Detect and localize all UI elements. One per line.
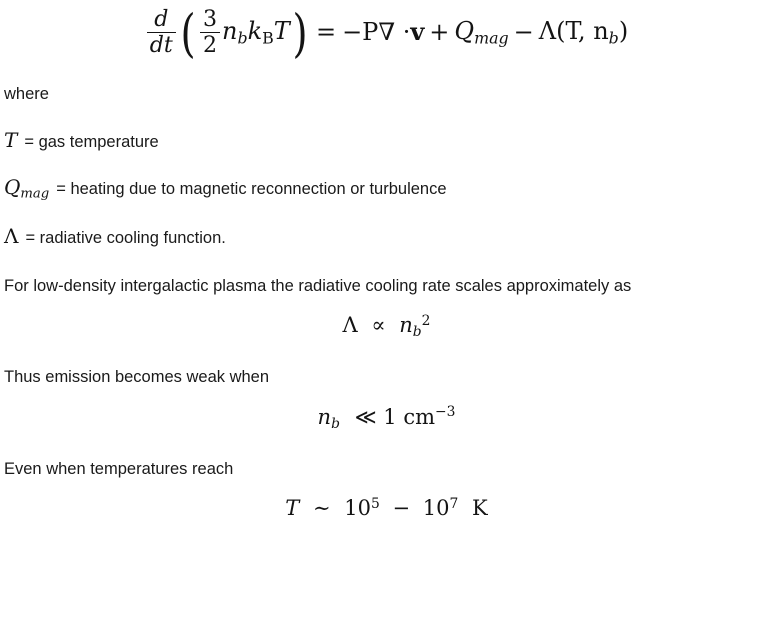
temp-exponent-1: 5	[370, 495, 380, 512]
Q-subscript: mag	[474, 28, 509, 48]
k-subscript: B	[262, 28, 274, 48]
Q-symbol: Q	[454, 17, 475, 46]
derivative-denominator: dt	[147, 32, 176, 57]
derivative-numerator: d	[154, 7, 169, 32]
scaling-n-symbol: n	[399, 313, 413, 338]
definition-T-text: = gas temperature	[24, 132, 159, 151]
definition-Lambda-symbol: Λ	[4, 223, 19, 248]
definition-Q-text: = heating due to magnetic reconnection or turbulence	[56, 179, 447, 198]
k-symbol: k	[247, 17, 263, 46]
T-symbol: T	[273, 17, 290, 46]
density-n-symbol: n	[317, 404, 332, 429]
paragraph-cooling-scaling: For low-density intergalactic plasma the radiative cooling rate scales approximately as	[4, 276, 632, 295]
three-halves-numerator: 3	[202, 7, 217, 32]
three-halves-denominator: 2	[200, 32, 220, 57]
plus-sign: +	[429, 18, 450, 47]
density-symbol-group	[317, 404, 340, 432]
temp-lower-bound	[344, 496, 380, 520]
density-n-subscript: b	[331, 415, 340, 432]
temp-base-2: 10	[422, 495, 450, 520]
scaling-density	[399, 313, 431, 341]
paragraph-emission-weak: Thus emission becomes weak when	[4, 368, 270, 387]
derivative-fraction	[147, 8, 176, 57]
temp-T-symbol: T	[285, 495, 300, 520]
definition-heating	[0, 175, 773, 202]
definition-Lambda-text: = radiative cooling function.	[25, 228, 226, 247]
pressure-work-term: −P∇ ·	[342, 18, 411, 47]
equation-temperature-range	[0, 496, 773, 520]
cooling-term	[539, 18, 628, 47]
where-label: where	[4, 85, 49, 104]
definition-cooling	[0, 224, 773, 249]
density-relation: ≪ 1 cm	[354, 404, 436, 429]
scaling-n-exponent: 2	[421, 313, 431, 330]
temp-upper-bound	[423, 496, 459, 520]
scaling-n-subscript: b	[412, 324, 422, 341]
proportional-sign: ∝	[371, 313, 386, 338]
n-symbol: n	[222, 17, 238, 46]
n-subscript: b	[237, 28, 248, 48]
heating-term	[454, 18, 508, 47]
document-page	[0, 4, 773, 640]
definition-T-symbol: T	[4, 127, 18, 152]
left-paren: (	[180, 4, 196, 65]
temp-exponent-2: 7	[449, 495, 459, 512]
Lambda-close: )	[618, 17, 629, 46]
Lambda-subscript: b	[608, 28, 619, 48]
tilde-sign: ∼	[312, 495, 331, 520]
equals-sign: =	[315, 18, 337, 47]
temp-unit: K	[472, 495, 488, 520]
definition-Q-subscript: mag	[20, 186, 50, 202]
definition-Q-symbol-group	[4, 175, 49, 202]
equation-energy-balance	[0, 4, 773, 65]
velocity-vector: v	[410, 17, 425, 47]
scaling-lambda: Λ	[342, 313, 358, 338]
temp-base-1: 10	[344, 495, 371, 520]
density-unit-exponent: −3	[435, 404, 456, 421]
range-dash: −	[392, 495, 411, 520]
nb-kb-T-term	[222, 18, 290, 47]
minus-sign: −	[513, 18, 534, 47]
definition-Q-symbol: Q	[4, 174, 21, 199]
definition-temperature	[0, 128, 773, 153]
paragraph-temperature-reach: Even when temperatures reach	[4, 459, 234, 478]
equation-cooling-scaling	[0, 313, 773, 340]
Lambda-open: Λ(T, n	[538, 17, 609, 46]
equation-density-limit	[0, 404, 773, 431]
right-paren: )	[292, 4, 308, 65]
three-halves-fraction	[200, 8, 220, 57]
